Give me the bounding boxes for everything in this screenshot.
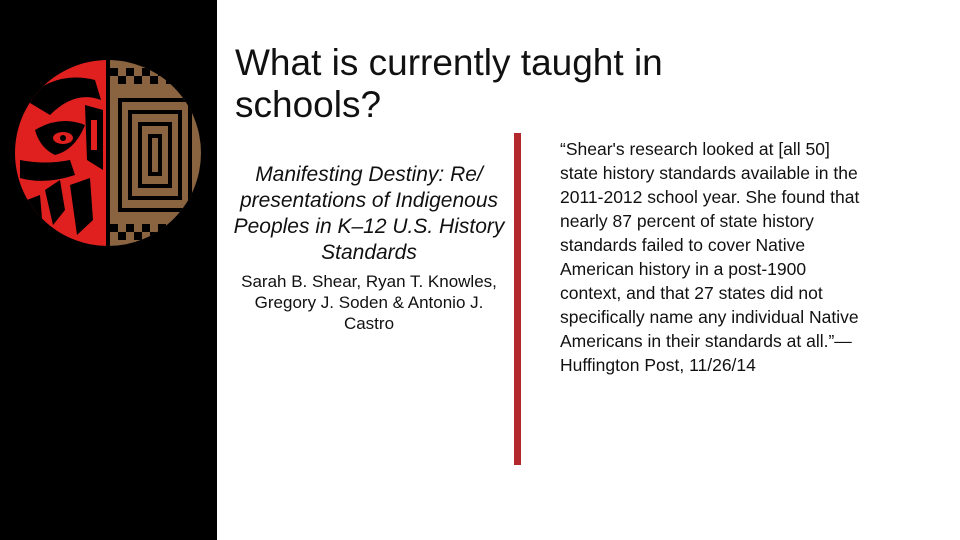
slide-title: What is currently taught in schools? [235,42,663,125]
citation-block [232,162,506,334]
quote-text: “Shear's research looked at [all 50] state history standards available in the 2011-2012 school year. She found that nearly 87 percent of state history standards failed to cover Native American history in a post-1900 context, and that 27 states did not specifically name any individual Native Americans in their standards at all.”—Huffington Post, 11/26/14 [560,139,860,375]
citation-title: Manifesting Destiny: Re/ presentations of Indigenous Peoples in K–12 U.S. History Standards [233,163,505,264]
citation-authors: Sarah B. Shear, Ryan T. Knowles, Gregory J. Soden & Antonio J. Castro [241,272,497,333]
native-art-emblem-icon [15,60,201,246]
left-black-panel [0,0,217,540]
vertical-divider [514,133,521,465]
